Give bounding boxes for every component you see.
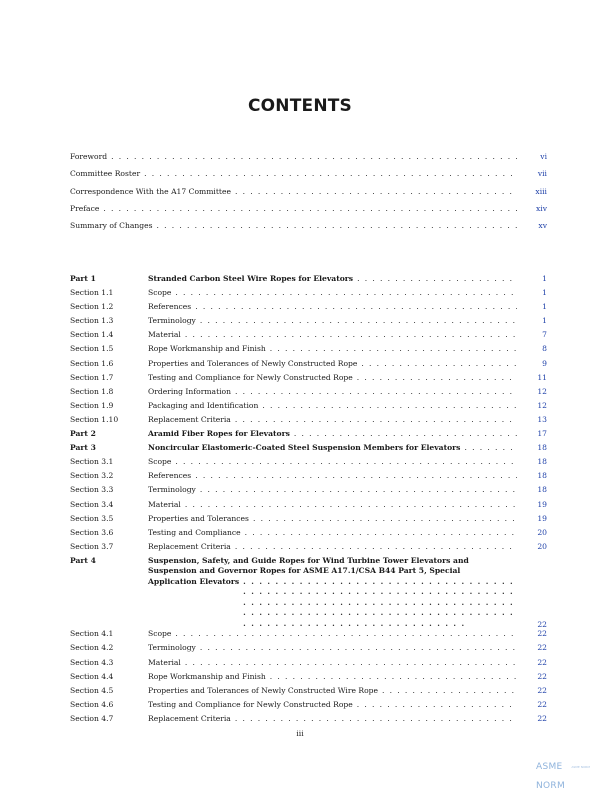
dot-leader — [175, 457, 517, 466]
toc-entry-title: Replacement Criteria — [148, 414, 231, 424]
dot-leader — [200, 643, 517, 652]
toc-entry-title: Testing and Compliance for Newly Constructed Rope — [148, 699, 353, 709]
toc-entry-page-link[interactable]: 7 — [542, 330, 547, 340]
dot-leader — [464, 443, 517, 452]
dot-leader — [185, 500, 517, 509]
toc-entry-page-link[interactable]: 18 — [537, 457, 547, 467]
toc-entry-page-link[interactable]: 1 — [542, 302, 547, 312]
toc-entry-label: Section 3.1 — [70, 457, 114, 467]
toc-entry-title: References — [148, 471, 192, 481]
dot-leader — [200, 485, 517, 494]
toc-entry-label: Section 4.2 — [70, 643, 114, 653]
front-matter-title: Preface — [70, 203, 100, 213]
dot-leader — [185, 658, 517, 667]
toc-entry-label: Section 4.6 — [70, 699, 114, 709]
toc-entry-title: Scope — [148, 629, 172, 639]
toc-entry-title: Scope — [148, 457, 172, 467]
toc-entry-label: Section 4.4 — [70, 671, 114, 681]
toc-entry-page-link[interactable]: 22 — [537, 620, 547, 630]
dot-leader — [103, 204, 517, 213]
toc-entry-section[interactable] — [70, 714, 547, 728]
dot-leader — [357, 274, 517, 283]
toc-entry-label: Section 3.3 — [70, 485, 114, 495]
toc-entry-section[interactable] — [70, 387, 547, 401]
toc-entry-label: Section 3.5 — [70, 513, 114, 523]
toc-entry-label: Section 1.10 — [70, 414, 119, 424]
dot-leader — [185, 330, 517, 339]
toc-entry-title: Replacement Criteria — [148, 713, 231, 723]
front-matter-page-link[interactable]: xv — [538, 221, 547, 231]
dot-leader — [157, 221, 517, 230]
toc-entry-title: Terminology — [148, 316, 196, 326]
front-matter-title: Summary of Changes — [70, 221, 153, 231]
front-matter-list — [70, 152, 547, 238]
page-title: CONTENTS — [247, 96, 353, 116]
toc-entry-part[interactable] — [70, 429, 547, 443]
toc-entry-section[interactable] — [70, 514, 547, 528]
toc-entry-page-link[interactable]: 22 — [537, 685, 547, 695]
toc-entry-label: Section 1.2 — [70, 302, 114, 312]
dot-leader — [243, 577, 517, 630]
dot-leader — [294, 429, 517, 438]
dot-leader — [175, 288, 517, 297]
toc-entry-page-link[interactable]: 13 — [537, 414, 547, 424]
toc-entry-part[interactable] — [70, 443, 547, 457]
toc-entry-title: Terminology — [148, 643, 196, 653]
dot-leader — [235, 415, 517, 424]
toc-entry-title: Material — [148, 657, 181, 667]
toc-entry-section[interactable] — [70, 542, 547, 556]
toc-entry-label: Section 3.4 — [70, 499, 114, 509]
toc-entry-part-4[interactable] — [70, 556, 547, 630]
front-matter-page-link[interactable]: vi — [540, 152, 547, 161]
toc-entry-page-link[interactable]: 19 — [537, 513, 547, 523]
toc-entry-page-link[interactable]: 1 — [542, 316, 547, 326]
dot-leader — [235, 187, 517, 196]
toc-entry-section[interactable] — [70, 457, 547, 471]
toc-entry-label: Section 3.7 — [70, 541, 114, 551]
toc-entry-section[interactable] — [70, 373, 547, 387]
toc-entry-title: Stranded Carbon Steel Wire Ropes for Elevators — [148, 274, 354, 283]
toc-entry-section[interactable] — [70, 686, 547, 700]
toc-entry-title: Material — [148, 330, 181, 340]
toc-entry-label: Part 1 — [70, 274, 96, 283]
toc-entry-label: Section 3.2 — [70, 471, 114, 481]
toc-entry-page-link[interactable]: 17 — [537, 429, 547, 439]
dot-leader — [235, 387, 517, 396]
toc-entry-page-link[interactable]: 22 — [537, 699, 547, 709]
toc-entry-section[interactable] — [70, 700, 547, 714]
toc-entry-label: Section 4.5 — [70, 685, 114, 695]
contents-list — [70, 274, 547, 728]
toc-entry-label: Section 1.1 — [70, 288, 114, 298]
toc-entry-page-link[interactable]: 1 — [542, 274, 547, 283]
toc-entry-title: Terminology — [148, 485, 196, 495]
toc-entry-title: Replacement Criteria — [148, 541, 231, 551]
dot-leader — [175, 629, 517, 638]
dot-leader — [195, 471, 517, 480]
toc-entry-page-link[interactable]: 20 — [537, 541, 547, 551]
toc-entry-section[interactable] — [70, 359, 547, 373]
toc-entry-page-link[interactable]: 18 — [537, 471, 547, 481]
toc-entry-part[interactable] — [70, 274, 547, 288]
toc-entry-section[interactable] — [70, 288, 547, 302]
toc-entry-label: Section 1.4 — [70, 330, 114, 340]
dot-leader — [235, 714, 517, 723]
toc-entry-title: Rope Workmanship and Finish — [148, 344, 266, 354]
toc-entry-label: Section 1.3 — [70, 316, 114, 326]
front-matter-page-link[interactable]: vii — [537, 169, 547, 179]
dot-leader — [253, 514, 517, 523]
toc-entry-page-link[interactable]: 9 — [542, 358, 547, 368]
toc-entry-title: Packaging and Identification — [148, 400, 259, 410]
toc-entry-section[interactable] — [70, 415, 547, 429]
toc-entry-section[interactable] — [70, 485, 547, 499]
dot-leader — [111, 152, 517, 161]
dot-leader — [144, 169, 517, 178]
toc-entry-label: Part 4 — [70, 555, 96, 565]
front-matter-title: Correspondence With the A17 Committee — [70, 186, 231, 196]
toc-entry-section[interactable] — [70, 401, 547, 415]
toc-entry-page-link[interactable]: 22 — [537, 671, 547, 681]
toc-entry-label: Section 4.1 — [70, 629, 114, 639]
toc-entry-title-line-2: Suspension and Governor Ropes for ASME A17.1/CSA B44 Part 5, Special — [148, 566, 461, 576]
toc-entry-page-link[interactable]: 19 — [537, 499, 547, 509]
toc-entry-page-link[interactable]: 18 — [537, 485, 547, 495]
toc-entry-label: Section 4.7 — [70, 713, 114, 723]
toc-entry-page-link[interactable]: 1 — [542, 288, 547, 298]
toc-entry-label: Section 1.6 — [70, 358, 114, 368]
toc-entry-title: Properties and Tolerances of Newly Constructed Wire Rope — [148, 685, 379, 695]
dot-leader — [262, 401, 517, 410]
toc-entry-page-link[interactable]: 8 — [542, 344, 547, 354]
front-matter-entry[interactable] — [70, 187, 547, 204]
toc-entry-section[interactable] — [70, 672, 547, 686]
toc-entry-section[interactable] — [70, 643, 547, 657]
front-matter-title: Foreword — [70, 152, 108, 161]
watermark-logo: ASME NORM ASME NORM — [536, 762, 590, 791]
toc-entry-section[interactable] — [70, 500, 547, 514]
toc-entry-page-link[interactable]: 22 — [537, 657, 547, 667]
toc-entry-section[interactable] — [70, 316, 547, 330]
toc-entry-section[interactable] — [70, 629, 547, 643]
toc-entry-title: Properties and Tolerances — [148, 513, 249, 523]
toc-entry-page-link[interactable]: 22 — [537, 713, 547, 723]
toc-entry-title: Testing and Compliance for Newly Constructed Rope — [148, 372, 353, 382]
front-matter-entry[interactable] — [70, 204, 547, 221]
front-matter-page-link[interactable]: xiii — [535, 186, 547, 196]
dot-leader — [200, 316, 517, 325]
toc-entry-section[interactable] — [70, 471, 547, 485]
dot-leader — [195, 302, 517, 311]
dot-leader — [357, 700, 517, 709]
toc-entry-section[interactable] — [70, 330, 547, 344]
toc-entry-label: Part 2 — [70, 429, 96, 439]
toc-entry-section[interactable] — [70, 528, 547, 542]
toc-entry-label: Section 1.5 — [70, 344, 114, 354]
toc-entry-title: Properties and Tolerances of Newly Constructed Rope — [148, 358, 358, 368]
front-matter-entry[interactable] — [70, 221, 547, 238]
toc-entry-title: Scope — [148, 288, 172, 298]
toc-entry-label: Section 4.3 — [70, 657, 114, 667]
toc-entry-label: Section 1.9 — [70, 400, 114, 410]
toc-entry-title: Ordering Information — [148, 386, 232, 396]
toc-entry-page-link[interactable]: 22 — [537, 643, 547, 653]
toc-entry-title: References — [148, 302, 192, 312]
toc-entry-section[interactable] — [70, 658, 547, 672]
toc-entry-section[interactable] — [70, 344, 547, 358]
toc-entry-title: Rope Workmanship and Finish — [148, 671, 266, 681]
toc-entry-page-link[interactable]: 12 — [537, 386, 547, 396]
toc-entry-page-link[interactable]: 12 — [537, 400, 547, 410]
toc-entry-title: Aramid Fiber Ropes for Elevators — [148, 429, 290, 439]
dot-leader — [357, 373, 517, 382]
front-matter-entry[interactable] — [70, 169, 547, 186]
toc-entry-section[interactable] — [70, 302, 547, 316]
toc-entry-title-line-1: Suspension, Safety, and Guide Ropes for Wind Turbine Tower Elevators and — [148, 555, 469, 565]
toc-entry-label: Section 1.7 — [70, 372, 114, 382]
dot-leader — [235, 542, 517, 551]
toc-entry-title: Noncircular Elastomeric-Coated Steel Suspension Members for Elevators — [148, 443, 461, 453]
dot-leader — [245, 528, 517, 537]
toc-entry-page-link[interactable]: 18 — [537, 443, 547, 453]
toc-entry-page-link[interactable]: 20 — [537, 527, 547, 537]
toc-entry-page-link[interactable]: 22 — [537, 629, 547, 639]
toc-entry-title-line-3: Application Elevators — [148, 576, 240, 586]
dot-leader — [270, 672, 517, 681]
front-matter-page-link[interactable]: xiv — [535, 203, 547, 213]
toc-entry-label: Part 3 — [70, 443, 96, 453]
toc-entry-title: Testing and Compliance — [148, 527, 241, 537]
toc-entry-label: Section 3.6 — [70, 527, 114, 537]
page-number: iii — [296, 729, 304, 738]
dot-leader — [382, 686, 517, 695]
dot-leader — [361, 359, 517, 368]
toc-entry-title: Material — [148, 499, 181, 509]
dot-leader — [270, 344, 517, 353]
front-matter-title: Committee Roster — [70, 169, 141, 179]
front-matter-entry[interactable] — [70, 152, 547, 169]
toc-entry-page-link[interactable]: 11 — [537, 372, 547, 382]
toc-entry-label: Section 1.8 — [70, 386, 114, 396]
